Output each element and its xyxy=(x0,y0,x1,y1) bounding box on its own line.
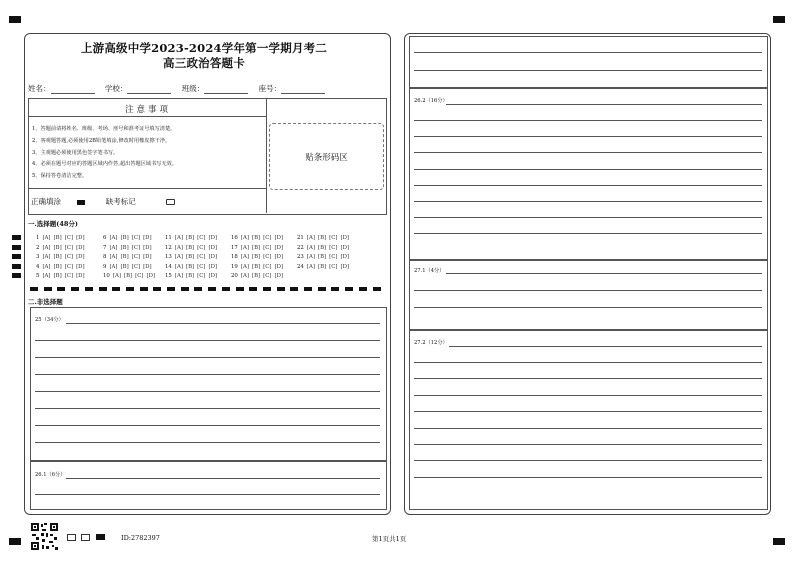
mc-option-bubble[interactable]: [D] xyxy=(76,263,85,270)
timing-mark xyxy=(126,287,134,291)
mc-question-row xyxy=(36,253,85,263)
answer-line[interactable] xyxy=(414,362,762,363)
answer-line[interactable] xyxy=(414,120,762,121)
mc-question-row xyxy=(165,253,217,263)
mc-option-bubble[interactable]: [D] xyxy=(143,254,152,261)
mc-option-bubble[interactable]: [B] xyxy=(53,244,62,251)
timing-mark xyxy=(30,287,38,291)
q27-1-first-line xyxy=(446,273,762,274)
mc-option-bubble[interactable]: [C] xyxy=(329,244,338,251)
name-field[interactable] xyxy=(51,85,95,94)
q27-1-label: 27.1（4分） xyxy=(414,268,445,274)
footer-square-mark xyxy=(67,534,76,541)
mc-question-number: 15 xyxy=(165,273,172,280)
mc-option-bubble[interactable]: [A] xyxy=(109,254,118,261)
mc-option-bubble[interactable]: [B] xyxy=(53,235,62,241)
answer-line[interactable] xyxy=(414,378,762,379)
mc-option-bubble[interactable]: [D] xyxy=(143,263,152,270)
timing-mark xyxy=(167,287,175,291)
mc-question-number: 11 xyxy=(165,235,172,241)
answer-line[interactable] xyxy=(414,307,762,308)
answer-line[interactable] xyxy=(35,494,380,495)
mc-question-number: 2 xyxy=(36,244,40,251)
mc-question-row xyxy=(231,253,283,263)
answer-line[interactable] xyxy=(414,411,762,412)
timing-mark xyxy=(12,264,21,269)
mc-option-bubble[interactable]: [B] xyxy=(185,244,195,251)
notice-column-divider xyxy=(266,98,267,213)
notice-title-divider xyxy=(28,116,266,117)
mc-question-number: 9 xyxy=(103,263,107,270)
mc-option-bubble[interactable]: [B] xyxy=(120,254,129,261)
timing-mark xyxy=(331,287,339,291)
mc-option-bubble[interactable]: [B] xyxy=(251,235,261,241)
footer-square-mark xyxy=(81,534,90,541)
timing-mark xyxy=(112,287,120,291)
mc-option-bubble[interactable]: [D] xyxy=(340,235,350,241)
mc-option-bubble[interactable]: [A] xyxy=(42,263,51,270)
seat-field[interactable] xyxy=(281,85,325,94)
mc-option-bubble[interactable]: [D] xyxy=(340,263,350,270)
mc-option-bubble[interactable]: [C] xyxy=(131,235,141,241)
q26-2-first-line xyxy=(446,104,762,105)
notice-item: 4、必须在题号对应的答题区域内作答,超出答题区域书写无效。 xyxy=(32,161,178,168)
mc-option-bubble[interactable]: [A] xyxy=(240,244,249,251)
mc-question-number: 17 xyxy=(231,244,238,251)
mc-option-bubble[interactable]: [A] xyxy=(174,235,183,241)
timing-mark xyxy=(71,287,79,291)
school-field[interactable] xyxy=(127,85,171,94)
mc-option-bubble[interactable]: [C] xyxy=(263,235,272,241)
mc-question-number: 23 xyxy=(297,254,304,261)
mc-option-bubble[interactable]: [B] xyxy=(120,263,129,270)
absent-mark-checkbox[interactable] xyxy=(166,199,175,205)
student-info-row xyxy=(28,83,388,94)
notice-item: 1、答题前请将姓名、班级、考场、座号和准考证号填写清楚。 xyxy=(32,126,176,132)
mc-option-bubble[interactable]: [D] xyxy=(274,254,284,261)
mc-option-bubble[interactable]: [A] xyxy=(42,254,51,261)
mc-question-row xyxy=(231,272,283,282)
timing-mark xyxy=(99,287,107,291)
mc-option-bubble[interactable]: [B] xyxy=(251,254,261,261)
mc-question-number: 14 xyxy=(165,263,172,270)
mc-option-bubble[interactable]: [A] xyxy=(240,235,249,241)
mc-option-bubble[interactable]: [A] xyxy=(42,235,51,241)
answer-line[interactable] xyxy=(414,477,762,478)
qr-code xyxy=(30,522,59,551)
answer-line[interactable] xyxy=(414,136,762,137)
fill-example-divider xyxy=(28,188,266,189)
mc-option-bubble[interactable]: [A] xyxy=(109,263,118,270)
answer-line[interactable] xyxy=(414,460,762,461)
notice-item: 2、客观题答题,必须使用2B铅笔填涂,修改时用橡皮擦干净。 xyxy=(32,137,171,144)
mc-question-number: 13 xyxy=(165,254,172,261)
mc-option-bubble[interactable]: [D] xyxy=(143,235,152,241)
answer-line[interactable] xyxy=(35,340,380,341)
answer-line[interactable] xyxy=(414,290,762,291)
mc-option-bubble[interactable]: [B] xyxy=(251,273,261,280)
mc-option-bubble[interactable]: [A] xyxy=(240,273,249,280)
mc-question-number: 18 xyxy=(231,254,238,261)
mc-option-bubble[interactable]: [D] xyxy=(76,254,85,261)
mc-option-bubble[interactable]: [C] xyxy=(131,254,141,261)
mc-question-row xyxy=(36,244,85,254)
registration-mark-top-left xyxy=(9,16,21,23)
mc-option-bubble[interactable]: [A] xyxy=(174,273,183,280)
answer-line[interactable] xyxy=(35,442,380,443)
mc-question-number: 20 xyxy=(231,273,238,280)
registration-mark-bottom-right xyxy=(773,538,785,545)
mc-option-bubble[interactable]: [D] xyxy=(340,254,350,261)
mc-question-number: 4 xyxy=(36,263,40,270)
timing-mark xyxy=(277,287,285,291)
mc-option-bubble[interactable]: [A] xyxy=(109,235,118,241)
timing-mark xyxy=(12,273,21,278)
mc-option-bubble[interactable]: [C] xyxy=(197,273,206,280)
mc-option-bubble[interactable]: [D] xyxy=(274,235,284,241)
timing-mark xyxy=(57,287,65,291)
mc-option-bubble[interactable]: [A] xyxy=(174,254,183,261)
mc-option-bubble[interactable]: [B] xyxy=(185,263,195,270)
mc-question-row xyxy=(165,272,217,282)
mc-question-number: 8 xyxy=(103,254,107,261)
answer-line[interactable] xyxy=(35,425,380,426)
registration-mark-bottom-left xyxy=(9,538,21,545)
mc-option-bubble[interactable]: [A] xyxy=(112,273,121,280)
mc-question-row xyxy=(231,234,283,244)
answer-line[interactable] xyxy=(414,70,762,71)
timing-mark xyxy=(359,287,367,291)
barcode-label: 贴条形码区 xyxy=(305,152,348,163)
answer-line[interactable] xyxy=(414,217,762,218)
mc-option-bubble[interactable]: [D] xyxy=(76,235,85,241)
answer-line[interactable] xyxy=(414,428,762,429)
mc-option-bubble[interactable]: [C] xyxy=(64,263,74,270)
mc-question-row xyxy=(103,263,152,273)
absent-mark-label: 缺考标记 xyxy=(105,197,136,206)
fill-example-row xyxy=(31,196,175,207)
section1-title: 一.选择题(48分) xyxy=(28,220,78,228)
q27-2-answer-box xyxy=(409,330,768,510)
mc-option-bubble[interactable]: [C] xyxy=(263,263,272,270)
timing-mark xyxy=(208,287,216,291)
mc-question-number: 10 xyxy=(103,273,110,280)
mc-option-bubble[interactable]: [A] xyxy=(306,235,315,241)
mc-question-number: 19 xyxy=(231,263,238,270)
answer-line[interactable] xyxy=(414,52,762,53)
answer-line[interactable] xyxy=(414,233,762,234)
mc-option-bubble[interactable]: [A] xyxy=(306,263,315,270)
notice-item: 3、主观题必须使用黑色签字笔书写。 xyxy=(32,149,119,156)
timing-mark xyxy=(12,245,21,250)
mc-option-bubble[interactable]: [D] xyxy=(340,244,350,251)
mc-question-row xyxy=(297,244,349,254)
timing-mark xyxy=(236,287,244,291)
mc-option-bubble[interactable]: [C] xyxy=(64,273,74,280)
mc-question-number: 16 xyxy=(231,235,238,241)
mc-option-bubble[interactable]: [D] xyxy=(274,263,284,270)
mc-question-number: 22 xyxy=(297,244,304,251)
mc-option-bubble[interactable]: [A] xyxy=(240,263,249,270)
mc-option-bubble[interactable]: [D] xyxy=(76,273,85,280)
mc-option-bubble[interactable]: [A] xyxy=(109,244,118,251)
mc-option-bubble[interactable]: [A] xyxy=(240,254,249,261)
mc-question-row xyxy=(297,234,349,244)
name-label: 姓名： xyxy=(28,84,51,93)
page-indicator: 第1页共1页 xyxy=(372,535,407,543)
answer-line[interactable] xyxy=(414,395,762,396)
mc-option-bubble[interactable]: [C] xyxy=(329,254,338,261)
mc-option-bubble[interactable]: [C] xyxy=(64,254,74,261)
mc-option-bubble[interactable]: [C] xyxy=(329,235,338,241)
mc-option-bubble[interactable]: [B] xyxy=(317,254,327,261)
mc-option-bubble[interactable]: [B] xyxy=(185,235,195,241)
mc-option-bubble[interactable]: [B] xyxy=(53,263,62,270)
timing-mark xyxy=(12,254,21,259)
footer-solid-mark xyxy=(96,534,105,540)
q26-1-answer-box xyxy=(30,461,387,510)
mc-option-bubble[interactable]: [B] xyxy=(120,244,129,251)
timing-mark xyxy=(194,287,202,291)
mc-option-bubble[interactable]: [C] xyxy=(131,263,141,270)
mc-option-bubble[interactable]: [A] xyxy=(42,244,51,251)
mc-option-bubble[interactable]: [D] xyxy=(274,273,284,280)
timing-mark xyxy=(85,287,93,291)
q26-1-label: 26.1（6分） xyxy=(35,472,66,478)
answer-line[interactable] xyxy=(414,444,762,445)
mc-question-number: 6 xyxy=(103,235,107,241)
mc-question-row xyxy=(231,244,283,254)
mc-question-row xyxy=(103,234,152,244)
answer-line[interactable] xyxy=(414,201,762,202)
mc-option-bubble[interactable]: [C] xyxy=(135,273,144,280)
registration-mark-top-right xyxy=(773,16,785,23)
mc-option-bubble[interactable]: [B] xyxy=(185,254,195,261)
mc-option-bubble[interactable]: [B] xyxy=(120,235,129,241)
mc-option-bubble[interactable]: [D] xyxy=(208,273,218,280)
notice-title: 注意事项 xyxy=(124,105,171,115)
answer-line[interactable] xyxy=(35,391,380,392)
school-label: 学校： xyxy=(104,84,128,93)
mc-option-bubble[interactable]: [C] xyxy=(131,244,141,251)
mc-option-bubble[interactable]: [D] xyxy=(208,244,218,251)
mc-option-bubble[interactable]: [B] xyxy=(53,273,62,280)
answer-line[interactable] xyxy=(414,169,762,170)
timing-mark xyxy=(373,287,381,291)
mc-option-bubble[interactable]: [D] xyxy=(208,263,218,270)
mc-option-bubble[interactable]: [B] xyxy=(123,273,133,280)
answer-line[interactable] xyxy=(414,152,762,153)
class-label: 班级： xyxy=(181,84,205,93)
mc-option-bubble[interactable]: [A] xyxy=(306,254,315,261)
answer-line[interactable] xyxy=(35,357,380,358)
mc-option-bubble[interactable]: [C] xyxy=(197,263,206,270)
timing-mark xyxy=(249,287,257,291)
mc-option-bubble[interactable]: [B] xyxy=(185,273,195,280)
timing-mark xyxy=(304,287,312,291)
mc-option-bubble[interactable]: [B] xyxy=(251,244,261,251)
mc-question-row xyxy=(165,244,217,254)
mc-question-row xyxy=(103,253,152,263)
correct-fill-label: 正确填涂 xyxy=(31,197,61,206)
mc-option-bubble[interactable]: [B] xyxy=(251,263,261,270)
mc-option-bubble[interactable]: [C] xyxy=(263,244,272,251)
timing-mark xyxy=(263,287,271,291)
barcode-area xyxy=(269,123,384,190)
timing-mark xyxy=(153,287,161,291)
mc-option-bubble[interactable]: [A] xyxy=(42,273,51,280)
mc-option-bubble[interactable]: [C] xyxy=(197,235,206,241)
answer-line[interactable] xyxy=(35,374,380,375)
mc-question-number: 3 xyxy=(36,254,40,261)
mc-question-row xyxy=(165,263,217,273)
mc-question-row xyxy=(297,263,349,273)
mc-option-bubble[interactable]: [B] xyxy=(53,254,62,261)
mc-option-bubble[interactable]: [B] xyxy=(317,263,327,270)
timing-mark xyxy=(44,287,52,291)
q25-label: 25（34分） xyxy=(35,317,64,323)
answer-line[interactable] xyxy=(414,185,762,186)
mc-option-bubble[interactable]: [D] xyxy=(76,244,85,251)
class-field[interactable] xyxy=(204,85,248,94)
mc-option-bubble[interactable]: [D] xyxy=(274,244,284,251)
mc-question-row xyxy=(36,263,85,273)
q25-continued-box xyxy=(409,36,768,88)
mc-option-bubble[interactable]: [D] xyxy=(208,235,218,241)
mc-option-bubble[interactable]: [C] xyxy=(197,254,206,261)
mc-option-bubble[interactable]: [C] xyxy=(64,244,74,251)
q27-2-label: 27.2（12分） xyxy=(414,340,448,346)
seat-label: 座号： xyxy=(258,84,282,93)
q26-2-label: 26.2（16分） xyxy=(414,98,448,104)
notice-item: 5、保持答卷清洁完整。 xyxy=(32,173,88,180)
mc-option-bubble[interactable]: [C] xyxy=(263,254,272,261)
mc-question-row xyxy=(231,263,283,273)
mc-question-number: 12 xyxy=(165,244,172,251)
mc-option-bubble[interactable]: [D] xyxy=(208,254,218,261)
answer-sheet-id: ID:2782397 xyxy=(121,534,160,542)
timing-mark xyxy=(222,287,230,291)
mc-question-number: 1 xyxy=(36,235,40,241)
mc-option-bubble[interactable]: [C] xyxy=(64,235,74,241)
q27-2-first-line xyxy=(449,346,762,347)
mc-option-bubble[interactable]: [D] xyxy=(143,244,152,251)
timing-mark xyxy=(12,235,21,240)
q26-1-first-line xyxy=(66,478,380,479)
q27-1-answer-box xyxy=(409,260,768,330)
timing-mark xyxy=(181,287,189,291)
timing-mark xyxy=(318,287,326,291)
mc-option-bubble[interactable]: [B] xyxy=(317,244,327,251)
exam-title: 上游高级中学2023-2024学年第一学期月考二 xyxy=(80,41,328,55)
mc-question-row xyxy=(36,234,85,244)
answer-line[interactable] xyxy=(35,408,380,409)
timing-mark xyxy=(140,287,148,291)
mc-option-bubble[interactable]: [A] xyxy=(306,244,315,251)
mc-option-bubble[interactable]: [C] xyxy=(197,244,206,251)
correct-fill-sample xyxy=(77,200,85,205)
mc-question-row xyxy=(103,272,155,282)
mc-option-bubble[interactable]: [A] xyxy=(174,263,183,270)
mc-option-bubble[interactable]: [C] xyxy=(263,273,272,280)
mc-option-bubble[interactable]: [B] xyxy=(317,235,327,241)
mc-option-bubble[interactable]: [D] xyxy=(146,273,156,280)
mc-option-bubble[interactable]: [C] xyxy=(329,263,338,270)
section2-title: 二.非选择题 xyxy=(28,298,63,306)
q25-answer-box xyxy=(30,307,387,461)
timing-mark xyxy=(345,287,353,291)
mc-question-row xyxy=(165,234,217,244)
q25-first-line xyxy=(66,323,380,324)
notice-list xyxy=(32,124,262,183)
mc-question-row xyxy=(297,253,349,263)
exam-subtitle: 高三政治答题卡 xyxy=(163,56,245,70)
mc-question-number: 5 xyxy=(36,273,40,280)
mc-question-number: 24 xyxy=(297,263,304,270)
mc-question-number: 21 xyxy=(297,235,304,241)
timing-mark xyxy=(290,287,298,291)
mc-question-row xyxy=(103,244,152,254)
mc-question-number: 7 xyxy=(103,244,107,251)
mc-question-row xyxy=(36,272,85,282)
mc-option-bubble[interactable]: [A] xyxy=(174,244,183,251)
